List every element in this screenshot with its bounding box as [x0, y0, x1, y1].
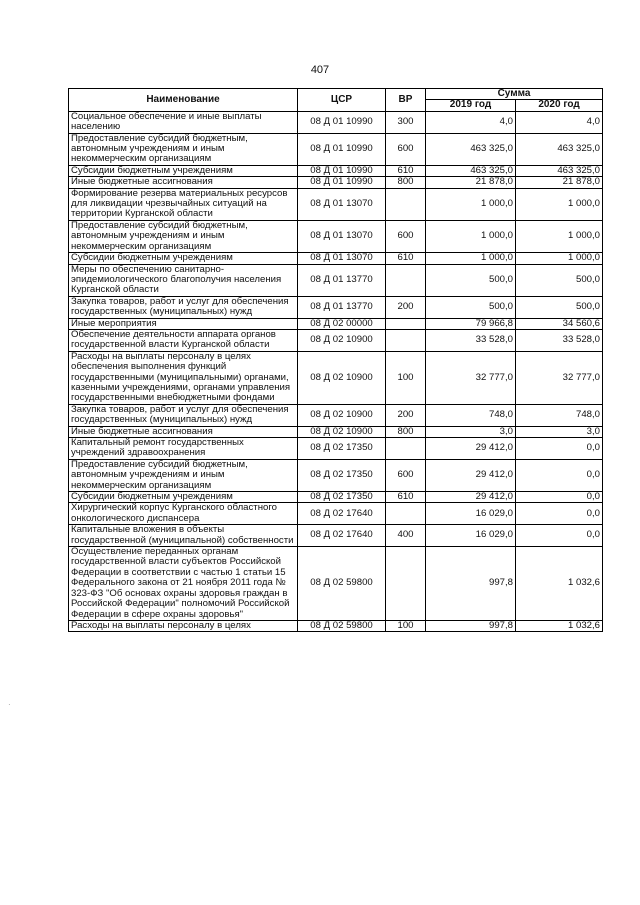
- row-name: Закупка товаров, работ и услуг для обеспечения государственных (муниципальных) нужд: [69, 296, 298, 318]
- table-row: [69, 264, 603, 296]
- table-row: [69, 547, 603, 621]
- row-vr: 400: [386, 525, 426, 547]
- row-csr: 08 Д 01 13770: [298, 264, 386, 296]
- row-vr: 300: [386, 111, 426, 133]
- row-amount-2019: 1 000,0: [426, 220, 516, 252]
- row-amount-2020: 748,0: [516, 404, 603, 426]
- table-row: [69, 404, 603, 426]
- row-name: Социальное обеспечение и иные выплаты населению: [69, 111, 298, 133]
- row-name: Предоставление субсидий бюджетным, автономным учреждениям и иным некоммерческим организациям: [69, 133, 298, 165]
- header-csr: ЦСР: [298, 89, 386, 112]
- row-vr: [386, 318, 426, 329]
- header-sum: Сумма: [426, 89, 603, 100]
- row-csr: 08 Д 01 13070: [298, 253, 386, 264]
- row-amount-2019: 997,8: [426, 547, 516, 621]
- table-row: [69, 133, 603, 165]
- row-amount-2020: 1 032,6: [516, 547, 603, 621]
- row-amount-2020: 1 000,0: [516, 188, 603, 220]
- row-name: Иные мероприятия: [69, 318, 298, 329]
- row-amount-2020: 4,0: [516, 111, 603, 133]
- row-vr: 200: [386, 296, 426, 318]
- page-number: 407: [310, 64, 330, 76]
- table-row: [69, 525, 603, 547]
- row-vr: 800: [386, 177, 426, 188]
- row-csr: 08 Д 01 13070: [298, 188, 386, 220]
- row-vr: [386, 438, 426, 460]
- row-vr: 800: [386, 426, 426, 437]
- table-row: [69, 318, 603, 329]
- table-row: [69, 165, 603, 176]
- row-csr: 08 Д 01 13770: [298, 296, 386, 318]
- row-amount-2020: 0,0: [516, 459, 603, 491]
- row-amount-2019: 29 412,0: [426, 459, 516, 491]
- row-amount-2020: 0,0: [516, 438, 603, 460]
- row-amount-2020: 1 000,0: [516, 253, 603, 264]
- row-amount-2019: 1 000,0: [426, 188, 516, 220]
- row-csr: 08 Д 02 00000: [298, 318, 386, 329]
- row-amount-2019: 29 412,0: [426, 438, 516, 460]
- table-body: [69, 111, 603, 632]
- row-csr: 08 Д 01 13070: [298, 220, 386, 252]
- row-name: Субсидии бюджетным учреждениям: [69, 492, 298, 503]
- row-csr: 08 Д 02 17640: [298, 503, 386, 525]
- table-row: [69, 188, 603, 220]
- row-amount-2020: 0,0: [516, 525, 603, 547]
- row-amount-2020: 33 528,0: [516, 329, 603, 351]
- table-row: [69, 438, 603, 460]
- row-csr: 08 Д 02 10900: [298, 426, 386, 437]
- table-row: [69, 177, 603, 188]
- row-vr: 100: [386, 620, 426, 631]
- row-amount-2019: 500,0: [426, 296, 516, 318]
- row-amount-2020: 34 560,6: [516, 318, 603, 329]
- row-name: Обеспечение деятельности аппарата органов государственной власти Курганской области: [69, 329, 298, 351]
- row-csr: 08 Д 02 59800: [298, 547, 386, 621]
- header-2020: 2020 год: [516, 100, 603, 111]
- row-vr: 600: [386, 459, 426, 491]
- row-vr: 600: [386, 133, 426, 165]
- row-amount-2019: 79 966,8: [426, 318, 516, 329]
- row-csr: 08 Д 02 17350: [298, 438, 386, 460]
- row-csr: 08 Д 02 10900: [298, 329, 386, 351]
- row-amount-2020: 463 325,0: [516, 165, 603, 176]
- table-row: [69, 459, 603, 491]
- row-amount-2019: 997,8: [426, 620, 516, 631]
- row-vr: 610: [386, 492, 426, 503]
- row-amount-2020: 500,0: [516, 296, 603, 318]
- row-amount-2019: 463 325,0: [426, 165, 516, 176]
- row-vr: [386, 547, 426, 621]
- row-amount-2020: 463 325,0: [516, 133, 603, 165]
- table-row: [69, 296, 603, 318]
- row-csr: 08 Д 01 10990: [298, 177, 386, 188]
- row-name: Осуществление переданных органам государственной власти субъектов Российской Федерации в соответствии с частью 1 статьи 15 Федерального закона от 21 ноября 2011 года № 323-ФЗ "Об основах охраны здоровья граждан в Российской Федерации" полномочий Российской Федерации в сфере охраны здоровья": [69, 547, 298, 621]
- row-amount-2019: 463 325,0: [426, 133, 516, 165]
- row-vr: 200: [386, 404, 426, 426]
- row-csr: 08 Д 02 10900: [298, 351, 386, 404]
- row-amount-2020: 500,0: [516, 264, 603, 296]
- table-row: [69, 329, 603, 351]
- row-csr: 08 Д 01 10990: [298, 111, 386, 133]
- row-csr: 08 Д 02 17350: [298, 459, 386, 491]
- row-name: Субсидии бюджетным учреждениям: [69, 253, 298, 264]
- row-name: Хирургический корпус Курганского областного онкологического диспансера: [69, 503, 298, 525]
- row-name: Иные бюджетные ассигнования: [69, 426, 298, 437]
- row-name: Капитальные вложения в объекты государственной (муниципальной) собственности: [69, 525, 298, 547]
- row-amount-2020: 0,0: [516, 503, 603, 525]
- row-vr: [386, 188, 426, 220]
- row-name: Меры по обеспечению санитарно-эпидемиологического благополучия населения Курганской области: [69, 264, 298, 296]
- row-vr: [386, 329, 426, 351]
- row-amount-2020: 3,0: [516, 426, 603, 437]
- row-amount-2019: 1 000,0: [426, 253, 516, 264]
- row-csr: 08 Д 01 10990: [298, 133, 386, 165]
- table-row: [69, 351, 603, 404]
- row-name: Расходы на выплаты персоналу в целях обеспечения выполнения функций государственными (муниципальными) органами, казенными учреждениями, органами управления государственными внебюджетными фондами: [69, 351, 298, 404]
- scan-artifact: ·: [8, 700, 11, 709]
- row-amount-2019: 16 029,0: [426, 525, 516, 547]
- table-row: [69, 620, 603, 631]
- row-name: Субсидии бюджетным учреждениям: [69, 165, 298, 176]
- row-name: Расходы на выплаты персоналу в целях: [69, 620, 298, 631]
- table-row: [69, 503, 603, 525]
- table-row: [69, 253, 603, 264]
- row-amount-2020: 1 000,0: [516, 220, 603, 252]
- table-row: [69, 492, 603, 503]
- row-csr: 08 Д 02 17350: [298, 492, 386, 503]
- row-amount-2020: 1 032,6: [516, 620, 603, 631]
- row-vr: 100: [386, 351, 426, 404]
- table-row: [69, 426, 603, 437]
- row-amount-2019: 4,0: [426, 111, 516, 133]
- row-amount-2019: 748,0: [426, 404, 516, 426]
- row-vr: [386, 264, 426, 296]
- row-amount-2019: 33 528,0: [426, 329, 516, 351]
- row-amount-2019: 32 777,0: [426, 351, 516, 404]
- budget-table: [68, 88, 603, 632]
- row-csr: 08 Д 02 10900: [298, 404, 386, 426]
- row-csr: 08 Д 01 10990: [298, 165, 386, 176]
- row-name: Иные бюджетные ассигнования: [69, 177, 298, 188]
- table-row: [69, 220, 603, 252]
- header-name: Наименование: [69, 89, 298, 112]
- row-amount-2019: 21 878,0: [426, 177, 516, 188]
- row-name: Предоставление субсидий бюджетным, автономным учреждениям и иным некоммерческим организациям: [69, 220, 298, 252]
- row-vr: 610: [386, 165, 426, 176]
- row-amount-2019: 16 029,0: [426, 503, 516, 525]
- row-name: Закупка товаров, работ и услуг для обеспечения государственных (муниципальных) нужд: [69, 404, 298, 426]
- row-amount-2019: 29 412,0: [426, 492, 516, 503]
- table-row: [69, 111, 603, 133]
- row-name: Предоставление субсидий бюджетным, автономным учреждениям и иным некоммерческим организациям: [69, 459, 298, 491]
- row-vr: 600: [386, 220, 426, 252]
- row-vr: 610: [386, 253, 426, 264]
- row-name: Формирование резерва материальных ресурсов для ликвидации чрезвычайных ситуаций на территории Курганской области: [69, 188, 298, 220]
- row-amount-2019: 500,0: [426, 264, 516, 296]
- row-amount-2020: 0,0: [516, 492, 603, 503]
- row-amount-2020: 32 777,0: [516, 351, 603, 404]
- row-csr: 08 Д 02 59800: [298, 620, 386, 631]
- row-csr: 08 Д 02 17640: [298, 525, 386, 547]
- row-name: Капитальный ремонт государственных учреждений здравоохранения: [69, 438, 298, 460]
- header-2019: 2019 год: [426, 100, 516, 111]
- row-amount-2020: 21 878,0: [516, 177, 603, 188]
- row-vr: [386, 503, 426, 525]
- row-amount-2019: 3,0: [426, 426, 516, 437]
- header-vr: ВР: [386, 89, 426, 112]
